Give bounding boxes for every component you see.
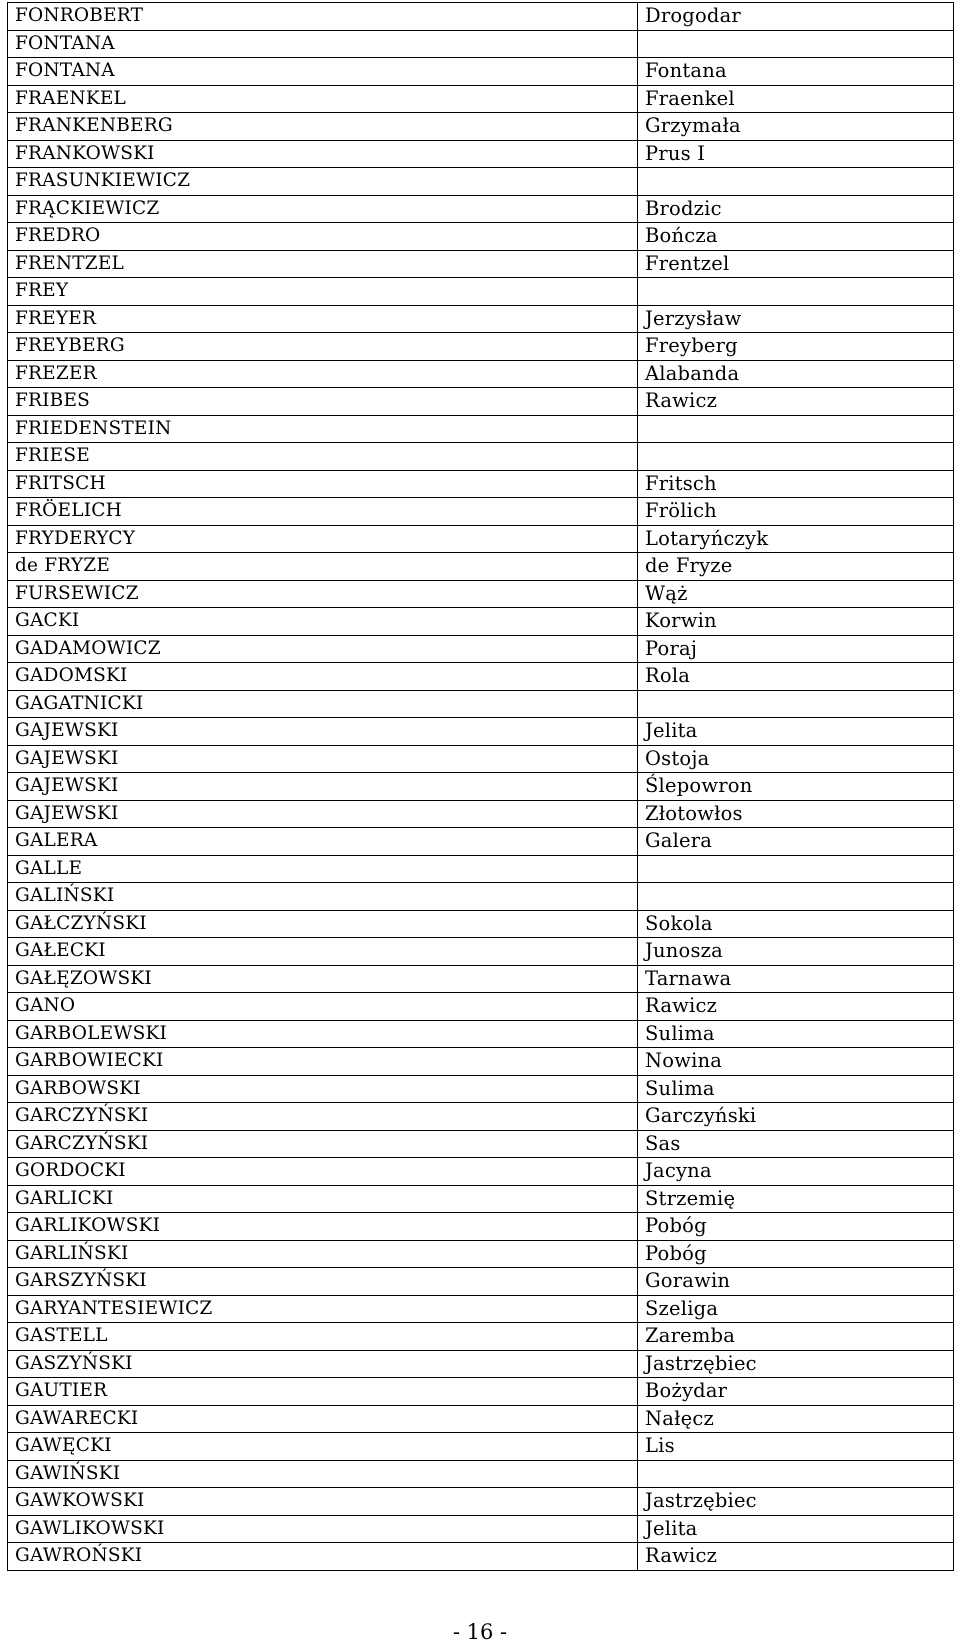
table-row bbox=[8, 1405, 954, 1433]
surname-cell: GAWIŃSKI bbox=[8, 1460, 638, 1488]
table-row bbox=[8, 1075, 954, 1103]
surname-cell: FONROBERT bbox=[8, 3, 638, 31]
surname-cell: GALIŃSKI bbox=[8, 883, 638, 911]
surname-cell: GAŁCZYŃSKI bbox=[8, 910, 638, 938]
table-row bbox=[8, 1213, 954, 1241]
table-row bbox=[8, 1103, 954, 1131]
coat-of-arms-cell: Fritsch bbox=[638, 470, 954, 498]
coat-of-arms-cell: Jelita bbox=[638, 1515, 954, 1543]
surname-cell: GADAMOWICZ bbox=[8, 635, 638, 663]
coat-of-arms-cell: Jacyna bbox=[638, 1158, 954, 1186]
coat-of-arms-cell: Garczyński bbox=[638, 1103, 954, 1131]
table-row bbox=[8, 883, 954, 911]
surname-cell: FONTANA bbox=[8, 58, 638, 86]
coat-of-arms-cell: Bończa bbox=[638, 223, 954, 251]
coat-of-arms-cell: Nowina bbox=[638, 1048, 954, 1076]
coat-of-arms-cell: Fontana bbox=[638, 58, 954, 86]
coat-of-arms-cell: Prus I bbox=[638, 140, 954, 168]
surname-cell: GASZYŃSKI bbox=[8, 1350, 638, 1378]
table-row bbox=[8, 745, 954, 773]
surname-cell: de FRYZE bbox=[8, 553, 638, 581]
table-row bbox=[8, 278, 954, 306]
table-row bbox=[8, 388, 954, 416]
coat-of-arms-cell bbox=[638, 855, 954, 883]
table-row bbox=[8, 223, 954, 251]
table-row bbox=[8, 718, 954, 746]
coat-of-arms-cell: Fraenkel bbox=[638, 85, 954, 113]
table-row bbox=[8, 3, 954, 31]
table-row bbox=[8, 1323, 954, 1351]
coat-of-arms-cell: Sulima bbox=[638, 1020, 954, 1048]
surname-cell: FRÖELICH bbox=[8, 498, 638, 526]
surname-cell: GARSZYŃSKI bbox=[8, 1268, 638, 1296]
coat-of-arms-cell: Ślepowron bbox=[638, 773, 954, 801]
register-sheet bbox=[7, 2, 960, 1571]
coat-of-arms-cell: Freyberg bbox=[638, 333, 954, 361]
surname-cell: FRENTZEL bbox=[8, 250, 638, 278]
table-row bbox=[8, 1515, 954, 1543]
table-row bbox=[8, 1295, 954, 1323]
coat-of-arms-cell: Rawicz bbox=[638, 1543, 954, 1571]
coat-of-arms-cell: Gorawin bbox=[638, 1268, 954, 1296]
surname-cell: GARBOWSKI bbox=[8, 1075, 638, 1103]
coat-of-arms-cell bbox=[638, 168, 954, 196]
coat-of-arms-cell: Tarnawa bbox=[638, 965, 954, 993]
table-row bbox=[8, 938, 954, 966]
surname-cell: FREDRO bbox=[8, 223, 638, 251]
surname-cell: GAWKOWSKI bbox=[8, 1488, 638, 1516]
table-row bbox=[8, 470, 954, 498]
table-row bbox=[8, 113, 954, 141]
coat-of-arms-cell: Rola bbox=[638, 663, 954, 691]
table-row bbox=[8, 580, 954, 608]
table-row bbox=[8, 525, 954, 553]
surname-cell: GAWĘCKI bbox=[8, 1433, 638, 1461]
coat-of-arms-cell: Sokola bbox=[638, 910, 954, 938]
coat-of-arms-cell bbox=[638, 443, 954, 471]
coat-of-arms-cell bbox=[638, 278, 954, 306]
table-row bbox=[8, 1488, 954, 1516]
surname-cell: GANO bbox=[8, 993, 638, 1021]
coat-of-arms-cell: Drogodar bbox=[638, 3, 954, 31]
surname-cell: GARBOWIECKI bbox=[8, 1048, 638, 1076]
table-row bbox=[8, 1378, 954, 1406]
coat-of-arms-cell: Wąż bbox=[638, 580, 954, 608]
surname-cell: FRIBES bbox=[8, 388, 638, 416]
table-row bbox=[8, 30, 954, 58]
surname-cell: GADOMSKI bbox=[8, 663, 638, 691]
coat-of-arms-cell bbox=[638, 30, 954, 58]
table-row bbox=[8, 360, 954, 388]
table-row bbox=[8, 1185, 954, 1213]
surname-cell: FREY bbox=[8, 278, 638, 306]
surname-cell: GARCZYŃSKI bbox=[8, 1103, 638, 1131]
coat-of-arms-cell: Sas bbox=[638, 1130, 954, 1158]
coat-of-arms-cell bbox=[638, 1460, 954, 1488]
table-row bbox=[8, 965, 954, 993]
page-number: - 16 - bbox=[452, 1620, 508, 1644]
coat-of-arms-cell: Brodzic bbox=[638, 195, 954, 223]
surname-cell: GAUTIER bbox=[8, 1378, 638, 1406]
table-row bbox=[8, 1158, 954, 1186]
surname-cell: FRAENKEL bbox=[8, 85, 638, 113]
table-row bbox=[8, 305, 954, 333]
surname-cell: FRIESE bbox=[8, 443, 638, 471]
table-row bbox=[8, 195, 954, 223]
coat-of-arms-cell: Alabanda bbox=[638, 360, 954, 388]
coat-of-arms-cell bbox=[638, 690, 954, 718]
coat-of-arms-cell: Jerzysław bbox=[638, 305, 954, 333]
surname-cell: GARLICKI bbox=[8, 1185, 638, 1213]
surname-cell: GAJEWSKI bbox=[8, 800, 638, 828]
surname-cell: GALERA bbox=[8, 828, 638, 856]
table-row bbox=[8, 800, 954, 828]
coat-of-arms-cell: Bożydar bbox=[638, 1378, 954, 1406]
surname-cell: GAŁĘZOWSKI bbox=[8, 965, 638, 993]
table-body bbox=[8, 3, 954, 1571]
coat-of-arms-cell: de Fryze bbox=[638, 553, 954, 581]
surname-cell: GARCZYŃSKI bbox=[8, 1130, 638, 1158]
surname-cell: GORDOCKI bbox=[8, 1158, 638, 1186]
surname-cell: GAJEWSKI bbox=[8, 773, 638, 801]
coat-of-arms-cell: Junosza bbox=[638, 938, 954, 966]
table-row bbox=[8, 415, 954, 443]
surname-cell: GAJEWSKI bbox=[8, 718, 638, 746]
table-row bbox=[8, 1433, 954, 1461]
surname-cell: FONTANA bbox=[8, 30, 638, 58]
surname-cell: GAJEWSKI bbox=[8, 745, 638, 773]
coat-of-arms-cell: Lotaryńczyk bbox=[638, 525, 954, 553]
coat-of-arms-cell: Grzymała bbox=[638, 113, 954, 141]
surname-cell: FRANKOWSKI bbox=[8, 140, 638, 168]
surname-cell: FURSEWICZ bbox=[8, 580, 638, 608]
coat-of-arms-cell: Rawicz bbox=[638, 993, 954, 1021]
table-row bbox=[8, 663, 954, 691]
table-row bbox=[8, 773, 954, 801]
coat-of-arms-cell: Frentzel bbox=[638, 250, 954, 278]
surname-cell: FRASUNKIEWICZ bbox=[8, 168, 638, 196]
coat-of-arms-cell: Jelita bbox=[638, 718, 954, 746]
table-row bbox=[8, 828, 954, 856]
table-row bbox=[8, 85, 954, 113]
coat-of-arms-cell: Frölich bbox=[638, 498, 954, 526]
coat-of-arms-cell: Pobóg bbox=[638, 1213, 954, 1241]
coat-of-arms-cell: Sulima bbox=[638, 1075, 954, 1103]
table-row bbox=[8, 855, 954, 883]
table-row bbox=[8, 993, 954, 1021]
table-row bbox=[8, 1130, 954, 1158]
coat-of-arms-cell: Jastrzębiec bbox=[638, 1488, 954, 1516]
surname-cell: GAWARECKI bbox=[8, 1405, 638, 1433]
table-row bbox=[8, 498, 954, 526]
table-row bbox=[8, 1350, 954, 1378]
table-row bbox=[8, 910, 954, 938]
coat-of-arms-cell: Lis bbox=[638, 1433, 954, 1461]
coat-of-arms-cell: Pobóg bbox=[638, 1240, 954, 1268]
table-row bbox=[8, 443, 954, 471]
surname-cell: FRANKENBERG bbox=[8, 113, 638, 141]
table-row bbox=[8, 608, 954, 636]
coat-of-arms-cell: Rawicz bbox=[638, 388, 954, 416]
coat-of-arms-cell: Galera bbox=[638, 828, 954, 856]
surname-cell: GAWLIKOWSKI bbox=[8, 1515, 638, 1543]
coat-of-arms-cell: Korwin bbox=[638, 608, 954, 636]
coat-of-arms-cell: Szeliga bbox=[638, 1295, 954, 1323]
table-row bbox=[8, 168, 954, 196]
coat-of-arms-cell: Zaremba bbox=[638, 1323, 954, 1351]
coat-of-arms-cell: Złotowłos bbox=[638, 800, 954, 828]
surname-cell: GAŁECKI bbox=[8, 938, 638, 966]
surname-cell: FRĄCKIEWICZ bbox=[8, 195, 638, 223]
surname-cell: GARLIKOWSKI bbox=[8, 1213, 638, 1241]
coat-of-arms-cell: Jastrzębiec bbox=[638, 1350, 954, 1378]
surname-cell: GAWROŃSKI bbox=[8, 1543, 638, 1571]
surname-cell: GASTELL bbox=[8, 1323, 638, 1351]
table-row bbox=[8, 690, 954, 718]
coat-of-arms-cell bbox=[638, 883, 954, 911]
coat-of-arms-cell: Ostoja bbox=[638, 745, 954, 773]
table-row bbox=[8, 553, 954, 581]
table-row bbox=[8, 250, 954, 278]
surname-coat-of-arms-table bbox=[7, 2, 954, 1571]
coat-of-arms-cell: Nałęcz bbox=[638, 1405, 954, 1433]
coat-of-arms-cell: Strzemię bbox=[638, 1185, 954, 1213]
surname-cell: FRYDERYCY bbox=[8, 525, 638, 553]
surname-cell: GALLE bbox=[8, 855, 638, 883]
table-row bbox=[8, 1268, 954, 1296]
table-row bbox=[8, 1460, 954, 1488]
surname-cell: GARLIŃSKI bbox=[8, 1240, 638, 1268]
table-row bbox=[8, 1543, 954, 1571]
coat-of-arms-cell bbox=[638, 415, 954, 443]
surname-cell: FRITSCH bbox=[8, 470, 638, 498]
table-row bbox=[8, 1240, 954, 1268]
table-row bbox=[8, 635, 954, 663]
surname-cell: GAGATNICKI bbox=[8, 690, 638, 718]
table-row bbox=[8, 140, 954, 168]
coat-of-arms-cell: Poraj bbox=[638, 635, 954, 663]
table-row bbox=[8, 1048, 954, 1076]
table-row bbox=[8, 58, 954, 86]
surname-cell: FRIEDENSTEIN bbox=[8, 415, 638, 443]
surname-cell: FREYER bbox=[8, 305, 638, 333]
surname-cell: FREYBERG bbox=[8, 333, 638, 361]
surname-cell: GARBOLEWSKI bbox=[8, 1020, 638, 1048]
surname-cell: FREZER bbox=[8, 360, 638, 388]
surname-cell: GACKI bbox=[8, 608, 638, 636]
table-row bbox=[8, 333, 954, 361]
surname-cell: GARYANTESIEWICZ bbox=[8, 1295, 638, 1323]
table-row bbox=[8, 1020, 954, 1048]
